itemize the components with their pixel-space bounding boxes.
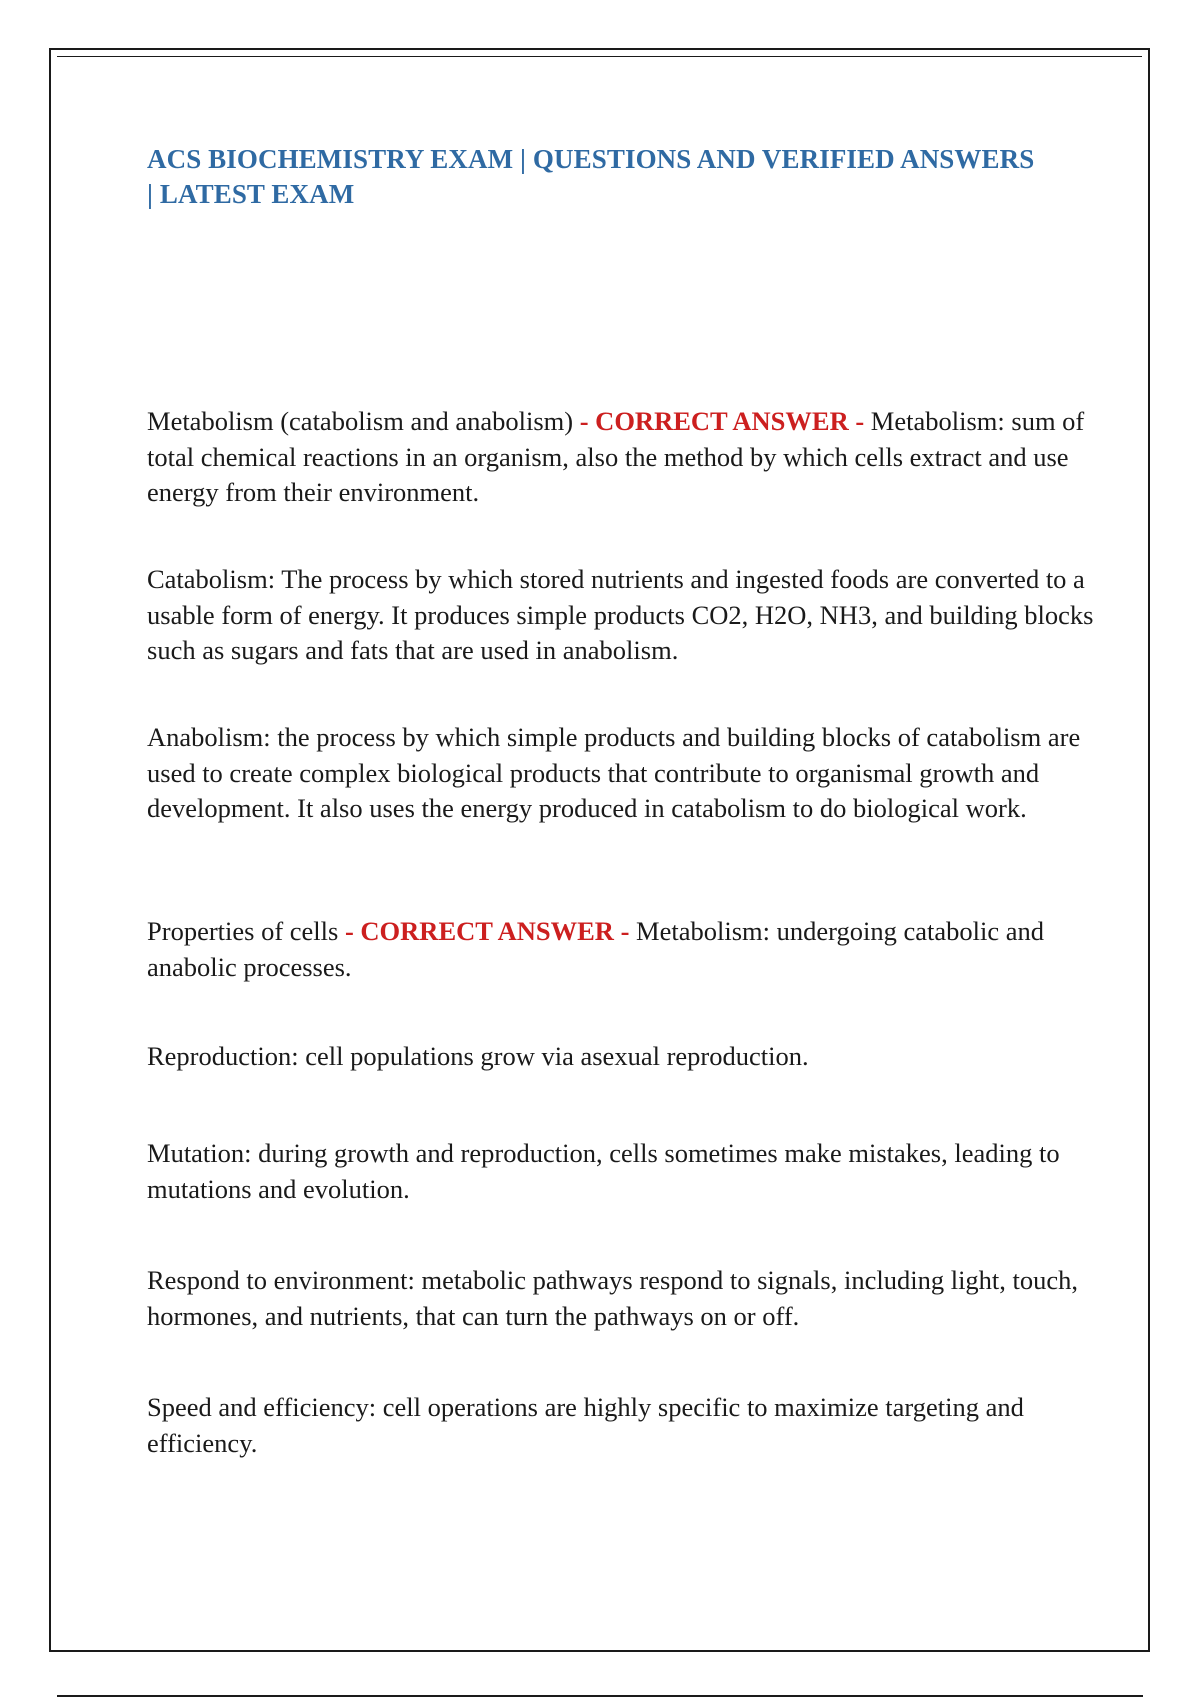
frame-top-rule	[57, 56, 1142, 57]
question-text: Metabolism (catabolism and anabolism)	[147, 406, 580, 436]
qa-block-properties-of-cells	[147, 914, 1117, 985]
answer-paragraph-respond-to-environment: Respond to environment: metabolic pathways respond to signals, including light, touch, hormones, and nutrients, that can turn the pathways on or off.	[147, 1265, 1079, 1331]
answer-text: Metabolism: undergoing catabolic and anabolic processes.	[147, 916, 1044, 982]
answer-paragraph-mutation: Mutation: during growth and reproduction, cells sometimes make mistakes, leading to mutations and evolution.	[147, 1138, 1060, 1204]
next-page-top-rule	[57, 1695, 1143, 1697]
question-text: Properties of cells	[147, 916, 345, 946]
answer-paragraph-anabolism: Anabolism: the process by which simple products and building blocks of catabolism are used to create complex biological products that contribute to organismal growth and development. It also uses the energy produced in catabolism to do biological work.	[147, 722, 1081, 823]
answer-paragraph-reproduction: Reproduction: cell populations grow via asexual reproduction.	[147, 1041, 809, 1071]
answer-paragraph-speed-efficiency: Speed and efficiency: cell operations are highly specific to maximize targeting and efficiency.	[147, 1392, 1024, 1458]
answer-text: Metabolism: sum of total chemical reactions in an organism, also the method by which cells extract and use energy from their environment.	[147, 406, 1085, 507]
page-frame	[49, 48, 1150, 1652]
page-title: ACS BIOCHEMISTRY EXAM | QUESTIONS AND VERIFIED ANSWERS | LATEST EXAM	[147, 144, 1035, 209]
qa-block-metabolism	[147, 404, 1117, 511]
answer-paragraph-catabolism: Catabolism: The process by which stored nutrients and ingested foods are converted to a usable form of energy. It produces simple products CO2, H2O, NH3, and building blocks such as sugars and fats that are used in anabolism.	[147, 564, 1094, 665]
correct-answer-label: - CORRECT ANSWER -	[344, 916, 630, 946]
correct-answer-label: - CORRECT ANSWER -	[579, 406, 865, 436]
